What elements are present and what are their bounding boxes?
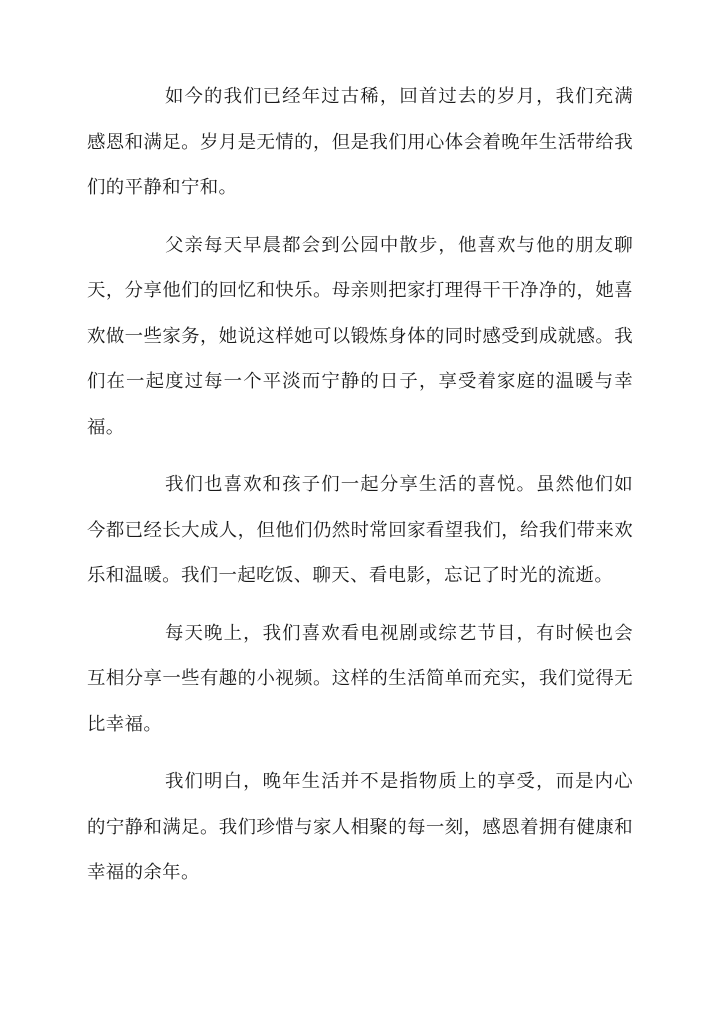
- document-body: [87, 74, 633, 908]
- paragraph-5: 我们明白，晚年生活并不是指物质上的享受，而是内心的宁静和满足。我们珍惜与家人相聚的每一刻，感恩着拥有健康和幸福的余年。: [87, 771, 633, 883]
- paragraph-2: 父亲每天早晨都会到公园中散步，他喜欢与他的朋友聊天，分享他们的回忆和快乐。母亲则把家打理得干干净净的，她喜欢做一些家务，她说这样她可以锻炼身体的同时感受到成就感。我们在一起度过每一个平淡而宁静的日子，享受着家庭的温暖与幸福。: [87, 234, 633, 438]
- paragraph-1: 如今的我们已经年过古稀，回首过去的岁月，我们充满感恩和满足。岁月是无情的，但是我们用心体会着晚年生活带给我们的平静和宁和。: [87, 86, 633, 198]
- paragraph-4: 每天晚上，我们喜欢看电视剧或综艺节目，有时候也会互相分享一些有趣的小视频。这样的生活简单而充实，我们觉得无比幸福。: [87, 622, 633, 735]
- paragraph-3: 我们也喜欢和孩子们一起分享生活的喜悦。虽然他们如今都已经长大成人，但他们仍然时常回家看望我们，给我们带来欢乐和温暖。我们一起吃饭、聊天、看电影，忘记了时光的流逝。: [87, 474, 633, 586]
